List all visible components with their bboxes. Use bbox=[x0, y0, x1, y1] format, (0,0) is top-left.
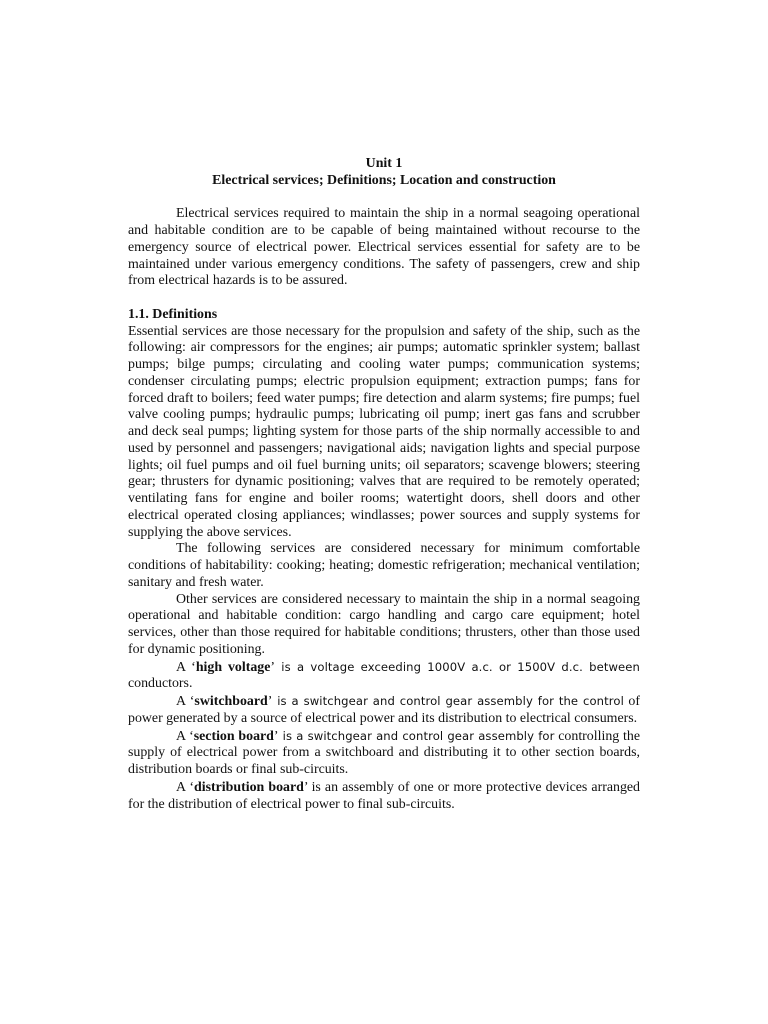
essential-services-paragraph: Essential services are those necessary for the propulsion and safety of the ship, such as the following: air compressors for the engines; air pumps; automatic sprinkler system; ballast pumps; bilge pumps; circulating and cooling water pumps; communication systems; condenser circulating pumps; electric propulsion equipment; extraction pumps; fans for forced draft to boilers; feed water pumps; fire detection and alarm systems; fire pumps; fuel valve cooling pumps; hydraulic pumps; lubricating oil pump; inert gas fans and scrubber and deck seal pumps; lighting system for those parts of the ship normally accessible to and used by personnel and passengers; navigational aids; navigation lights and special purpose lights; oil fuel pumps and oil fuel burning units; oil separators; scavenge blowers; steering gear; thrusters for dynamic positioning; valves that are required to be remotely operated; ventilating fans for engine and boiler rooms; watertight doors, shell doors and other electrical operated closing appliances; windlasses; power sources and supply systems for supplying the above services. bbox=[128, 323, 640, 540]
definition-text-sans: is a voltage exceeding 1000V a.c. or 1500V d.c. between bbox=[275, 659, 640, 674]
definition-prefix: A ‘ bbox=[176, 694, 195, 709]
intro-paragraph: Electrical services required to maintain the ship in a normal seagoing operational and habitable condition are to be capable of being maintained without recourse to the emergency source of electrical power. Electrical services essential for safety are to be maintained under various emergency conditions. The safety of passengers, crew and ship from electrical hazards is to be assured. bbox=[128, 206, 640, 289]
definition-high-voltage bbox=[128, 659, 640, 694]
section-heading-definitions: 1.1. Definitions bbox=[128, 306, 218, 322]
definition-distribution-board bbox=[128, 779, 640, 814]
spacer bbox=[128, 190, 640, 207]
definition-quote: ’ bbox=[270, 659, 276, 675]
definition-prefix: A ‘ bbox=[176, 728, 194, 744]
definition-term: switchboard bbox=[194, 694, 268, 709]
definition-text: is an assembly of one or more protective devices arranged for the distribution of electrical power to final sub-circuits. bbox=[128, 779, 641, 812]
definition-text: controlling the supply of electrical power from a switchboard and distributing it to other section boards, distribution boards or final sub-circuits. bbox=[128, 728, 640, 777]
habitability-paragraph: The following services are considered necessary for minimum comfortable conditions of habitability: cooking; heating; domestic refrigeration; mechanical ventilation; sanitary and fresh water. bbox=[128, 541, 640, 590]
definition-term: high voltage bbox=[195, 659, 271, 675]
definition-prefix: A ‘ bbox=[176, 779, 194, 795]
document-page bbox=[128, 156, 640, 813]
definition-text: of power generated by a source of electrical power and its distribution to electrical consumers. bbox=[128, 694, 640, 726]
definition-switchboard bbox=[128, 693, 640, 728]
definition-term: section board bbox=[193, 728, 274, 744]
definition-section-board bbox=[128, 728, 640, 779]
definition-quote: ’ bbox=[267, 694, 273, 709]
main-title: Electrical services; Definitions; Location and construction bbox=[212, 172, 556, 188]
definition-text-sans: is a switchgear and control gear assembly for bbox=[278, 728, 555, 743]
definition-term: distribution board bbox=[194, 779, 304, 795]
spacer bbox=[128, 290, 640, 307]
definition-prefix: A ‘ bbox=[176, 659, 196, 675]
definition-text: conductors. bbox=[128, 676, 193, 692]
definition-quote: ’ bbox=[273, 728, 279, 744]
definition-quote: ’ bbox=[303, 779, 308, 795]
definition-text-sans: is a switchgear and control gear assembly for the control bbox=[272, 694, 624, 708]
unit-title: Unit 1 bbox=[365, 156, 403, 171]
other-services-paragraph: Other services are considered necessary to maintain the ship in a normal seagoing operational and habitable condition: cargo handling and cargo care equipment; hotel services, other than those required for habitable conditions; thrusters, other than those used for dynamic positioning. bbox=[128, 591, 640, 657]
